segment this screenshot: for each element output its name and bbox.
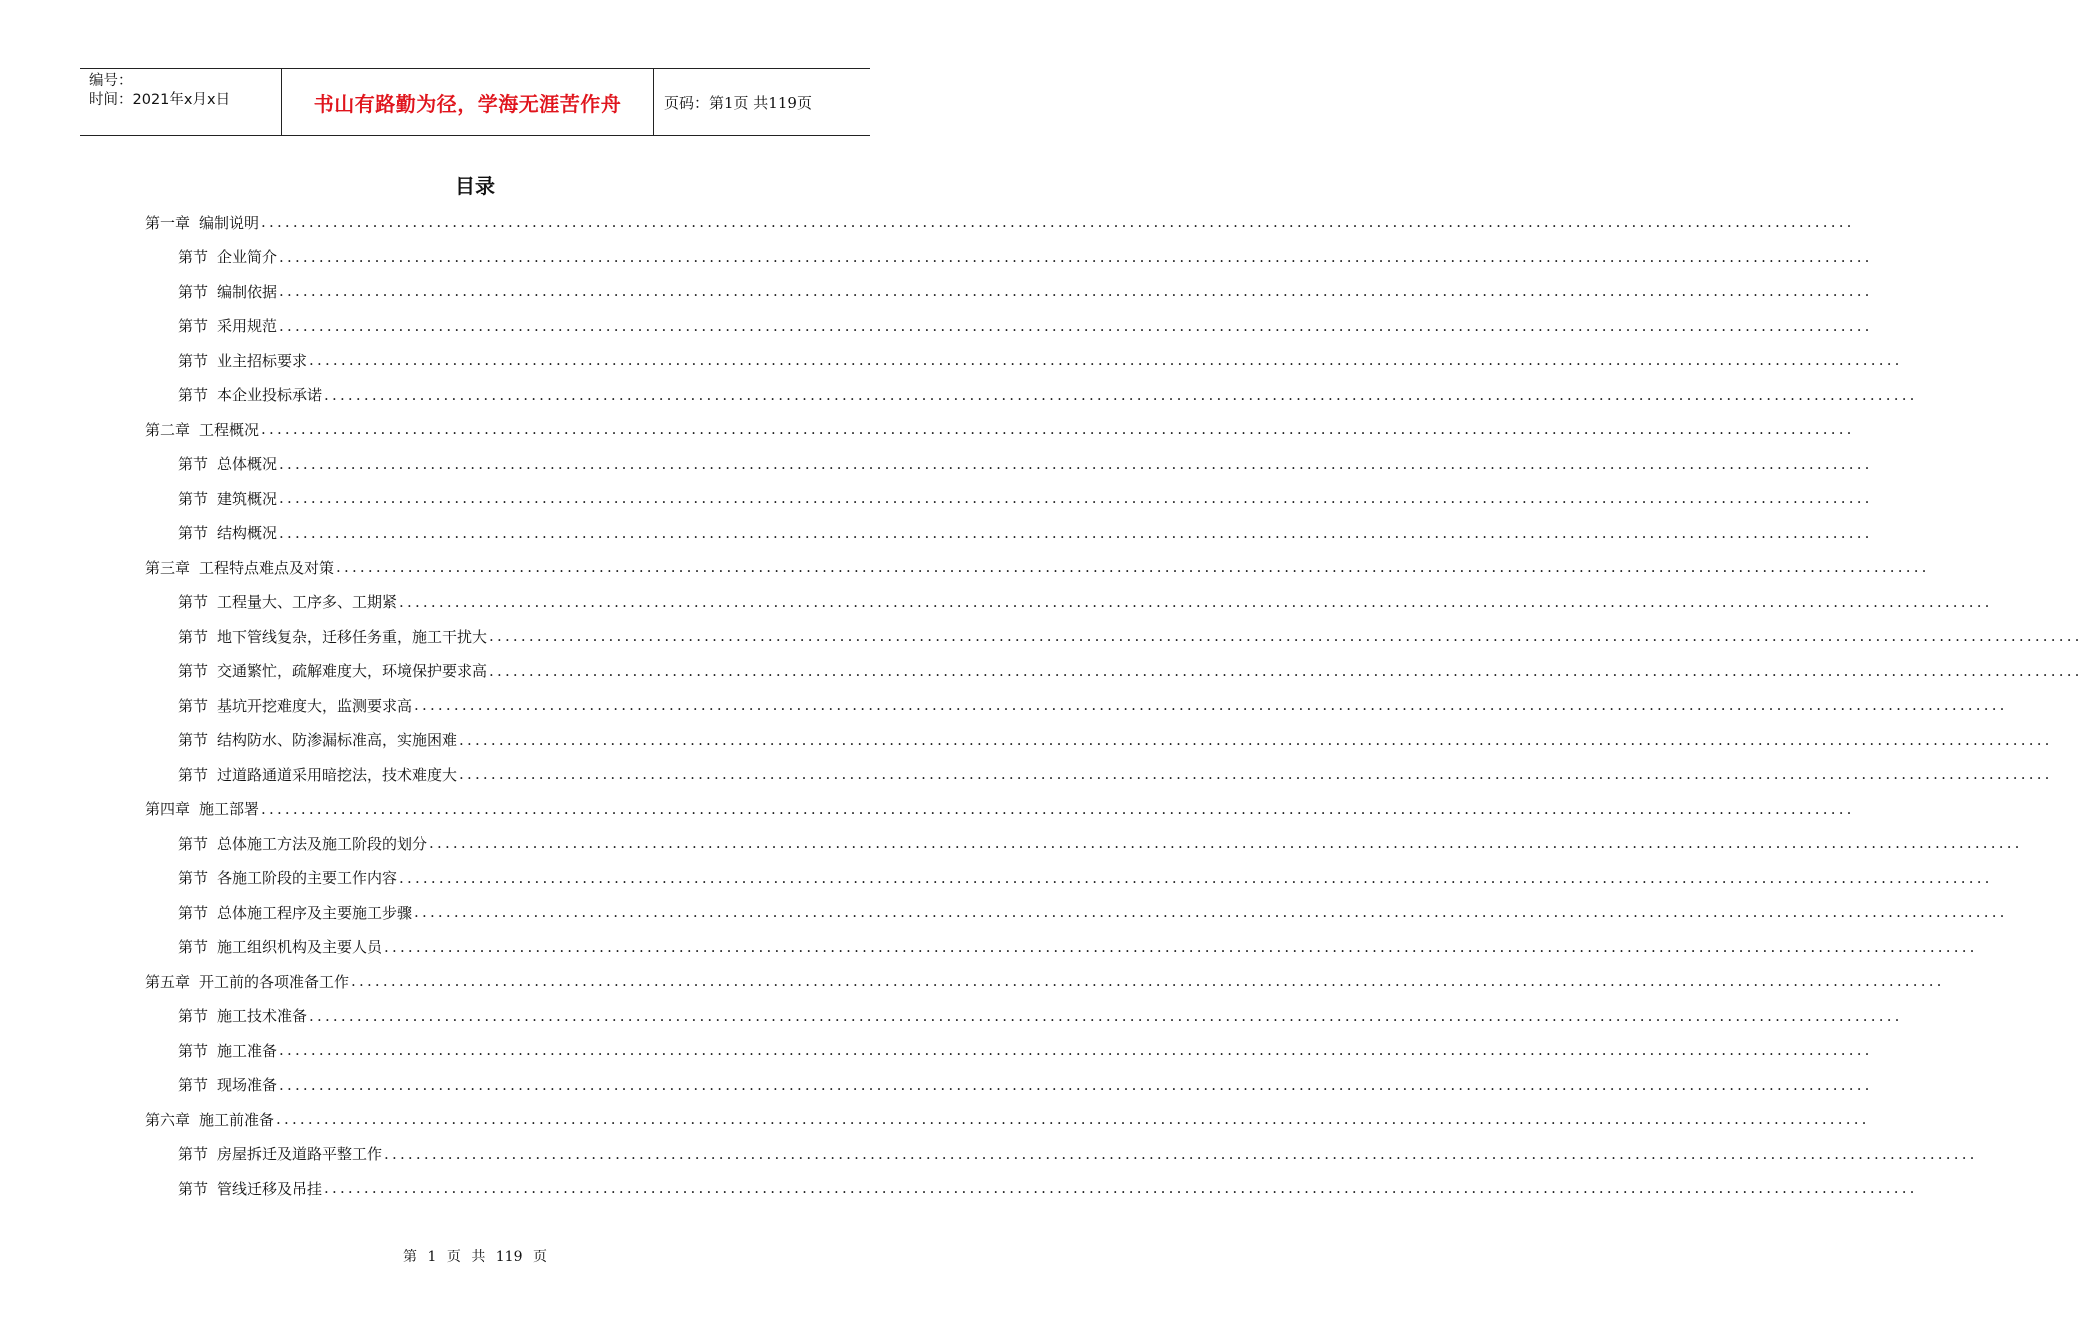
toc-entry-label [178,384,322,405]
toc-entry-label [178,488,277,509]
toc-leader-dots: ........................................................................................................................................................................................................ [261,420,1855,438]
toc-entry-number: 第六章 [145,1110,191,1129]
toc-entry-label [178,867,397,888]
toc-leader-dots: ........................................................................................................................................................................................................ [276,1110,1870,1128]
toc-entry-number: 第三章 [145,558,191,577]
toc-leader-dots: ........................................................................................................................................................................................................ [279,1041,1873,1059]
toc-entry-number: 第节 [178,455,209,473]
toc-entry-number: 第节 [178,489,209,508]
toc-entry-number: 第节 [178,662,209,680]
toc-entry-label [178,522,277,543]
toc-section-entry[interactable] [178,240,1873,274]
code-label: 编号： [89,73,133,89]
toc-entry-number: 第节 [178,351,209,370]
toc-section-entry[interactable] [178,309,1873,343]
toc-leader-dots: ........................................................................................................................................................................................................ [279,316,1873,335]
toc-leader-dots: ........................................................................................................................................................................................................ [279,489,1873,507]
toc-section-entry[interactable] [178,447,1873,481]
toc-leader-dots: ........................................................................................................................................................................................................ [324,1179,1918,1197]
toc-entry-label [178,833,427,854]
toc-entry-label [145,798,259,819]
toc-entry-number: 第节 [178,627,209,646]
toc-section-entry[interactable] [178,1171,1918,1205]
toc-entry-number: 第节 [178,524,209,542]
toc-entry-number: 第节 [178,834,209,853]
toc-entry-text: 施工部署 [199,800,260,818]
toc-chapter-entry[interactable] [145,550,1930,584]
toc-entry-number: 第节 [178,696,209,715]
toc-section-entry[interactable] [178,688,2008,722]
toc-leader-dots: ........................................................................................................................................................................................................ [279,247,1873,266]
toc-section-entry[interactable] [178,930,1978,964]
toc-entry-label [178,350,307,371]
toc-entry-number: 第一章 [145,213,191,232]
toc-section-entry[interactable] [178,274,1873,308]
toc-entry-number: 第节 [178,1007,209,1025]
toc-leader-dots: ........................................................................................................................................................................................................ [336,558,1930,576]
toc-section-entry[interactable] [178,1137,1978,1171]
toc-chapter-entry[interactable] [145,964,1945,998]
toc-entry-text: 工程概况 [199,420,260,439]
footer-total-prefix: 共 [471,1249,486,1265]
toc-entry-number: 第五章 [145,972,191,991]
toc-entry-number: 第节 [178,765,209,784]
time-label: 时间：2021年x月x日 [89,92,231,108]
toc-leader-dots: ........................................................................................................................................................................................................ [351,972,1945,990]
toc-entry-text: 过道路通道采用暗挖法，技术难度大 [217,765,458,784]
toc-entry-text: 交通繁忙，疏解难度大，环境保护要求高 [217,662,488,680]
toc-entry-label [178,902,412,923]
toc-entry-text: 施工技术准备 [217,1007,308,1025]
toc-entry-text: 房屋拆迁及道路平整工作 [217,1145,383,1163]
toc-entry-number: 第节 [178,1041,209,1060]
toc-section-entry[interactable] [178,861,1993,895]
toc-leader-dots: ........................................................................................................................................................................................................ [489,627,2083,645]
toc-section-entry[interactable] [178,723,2053,757]
toc-entry-text: 工程量大、工序多、工期紧 [217,593,398,611]
toc-leader-dots: ........................................................................................................................................................................................................ [399,592,1993,611]
header-meta [80,69,282,135]
toc-entry-text: 工程特点难点及对策 [199,558,335,577]
toc-entry-text: 结构防水、防渗漏标准高，实施困难 [217,731,458,749]
toc-leader-dots: ........................................................................................................................................................................................................ [384,937,1978,956]
document-header [80,68,870,136]
toc-leader-dots: ........................................................................................................................................................................................................ [279,282,1873,300]
footer-prefix: 第 [403,1249,418,1265]
toc-section-entry[interactable] [178,516,1873,550]
toc-entry-text: 各施工阶段的主要工作内容 [217,869,398,887]
toc-entry-label [178,1074,277,1095]
toc-entry-text: 总体概况 [217,455,278,473]
toc-chapter-entry[interactable] [145,205,1855,239]
toc-leader-dots: ........................................................................................................................................................................................................ [414,696,2008,714]
footer-page-unit: 页 [446,1249,461,1265]
toc-entry-text: 本企业投标承诺 [217,386,323,404]
toc-section-entry[interactable] [178,895,2008,929]
toc-entry-label [178,695,412,716]
toc-leader-dots: ........................................................................................................................................................................................................ [279,523,1873,542]
toc-entry-label [178,281,277,302]
toc-leader-dots: ........................................................................................................................................................................................................ [261,213,1855,231]
footer-page-number: 1 [427,1249,437,1265]
toc-section-entry[interactable] [178,585,1993,619]
toc-leader-dots: ........................................................................................................................................................................................................ [459,730,2053,749]
toc-section-entry[interactable] [178,378,1918,412]
toc-entry-number: 第节 [178,731,209,749]
toc-entry-label [178,764,457,785]
toc-entry-label [178,1143,382,1164]
toc-entry-number: 第节 [178,903,209,922]
toc-section-entry[interactable] [178,654,2083,688]
toc-entry-label [178,453,277,474]
toc-chapter-entry[interactable] [145,792,1855,826]
toc-entry-number: 第节 [178,248,209,266]
toc-entry-text: 编制说明 [199,213,260,232]
toc-section-entry[interactable] [178,1033,1873,1067]
toc-section-entry[interactable] [178,1068,1873,1102]
toc-entry-text: 施工准备 [217,1041,278,1060]
toc-entry-number: 第节 [178,317,209,335]
toc-leader-dots: ........................................................................................................................................................................................................ [384,1144,1978,1163]
toc-entry-text: 建筑概况 [217,489,278,508]
toc-leader-dots: ........................................................................................................................................................................................................ [324,385,1918,404]
toc-entry-text: 现场准备 [217,1076,278,1094]
toc-entry-text: 总体施工方法及施工阶段的划分 [217,834,428,853]
toc-section-entry[interactable] [178,343,1903,377]
toc-leader-dots: ........................................................................................................................................................................................................ [309,1006,1903,1025]
toc-entry-text: 企业简介 [217,248,278,266]
toc-entry-number: 第二章 [145,420,191,439]
page-footer [0,1246,950,1266]
toc-entry-text: 地下管线复杂，迁移任务重，施工干扰大 [217,627,488,646]
toc-entry-label [178,591,397,612]
toc-entry-label [145,212,259,233]
toc-title: 目录 [455,174,495,198]
toc-entry-text: 结构概况 [217,524,278,542]
toc-leader-dots: ........................................................................................................................................................................................................ [261,799,1855,818]
toc-chapter-entry[interactable] [145,1102,1870,1136]
toc-entry-label [178,660,487,681]
toc-entry-number: 第节 [178,1076,209,1094]
toc-leader-dots: ........................................................................................................................................................................................................ [489,661,2083,680]
toc-entry-label [145,971,349,992]
toc-entry-label [178,936,382,957]
toc-entry-text: 开工前的各项准备工作 [199,972,350,991]
toc-entry-number: 第四章 [145,800,191,818]
toc-leader-dots: ........................................................................................................................................................................................................ [414,903,2008,921]
footer-total-unit: 页 [532,1249,547,1265]
toc-section-entry[interactable] [178,619,2083,653]
toc-entry-number: 第节 [178,593,209,611]
toc-entry-label [145,419,259,440]
toc-entry-text: 施工组织机构及主要人员 [217,938,383,956]
toc-entry-number: 第节 [178,869,209,887]
toc-entry-text: 业主招标要求 [217,351,308,370]
toc-entry-label [178,626,487,647]
toc-leader-dots: ........................................................................................................................................................................................................ [459,765,2053,783]
toc-entry-text: 总体施工程序及主要施工步骤 [217,903,413,922]
toc-section-entry[interactable] [178,826,2023,860]
toc-chapter-entry[interactable] [145,412,1855,446]
toc-leader-dots: ........................................................................................................................................................................................................ [309,351,1903,369]
toc-leader-dots: ........................................................................................................................................................................................................ [399,868,1993,887]
toc-section-entry[interactable] [178,757,2053,791]
toc-entry-label [178,246,277,267]
toc-entry-label [178,1005,307,1026]
toc-entry-number: 第节 [178,1179,209,1198]
toc-entry-text: 基坑开挖难度大，监测要求高 [217,696,413,715]
toc-entry-label [178,1040,277,1061]
toc-entry-label [145,1109,274,1130]
toc-section-entry[interactable] [178,481,1873,515]
toc-leader-dots: ........................................................................................................................................................................................................ [429,834,2023,852]
toc-section-entry[interactable] [178,999,1903,1033]
toc-entry-text: 编制依据 [217,282,278,301]
toc-entry-text: 采用规范 [217,317,278,335]
toc-entry-number: 第节 [178,938,209,956]
toc-leader-dots: ........................................................................................................................................................................................................ [279,454,1873,473]
toc-entry-number: 第节 [178,386,209,404]
toc-entry-label [178,315,277,336]
toc-entry-number: 第节 [178,1145,209,1163]
toc-entry-number: 第节 [178,282,209,301]
toc-entry-label [145,557,334,578]
header-page-info: 页码：第1页 共119页 [664,93,812,112]
toc-entry-label [178,1178,322,1199]
header-motto: 书山有路勤为径，学海无涯苦作舟 [282,69,654,135]
toc-leader-dots: ........................................................................................................................................................................................................ [279,1075,1873,1094]
toc-entry-text: 管线迁移及吊挂 [217,1179,323,1198]
toc-entry-text: 施工前准备 [199,1110,275,1129]
toc-entry-label [178,729,457,750]
footer-total-pages: 119 [495,1249,523,1265]
